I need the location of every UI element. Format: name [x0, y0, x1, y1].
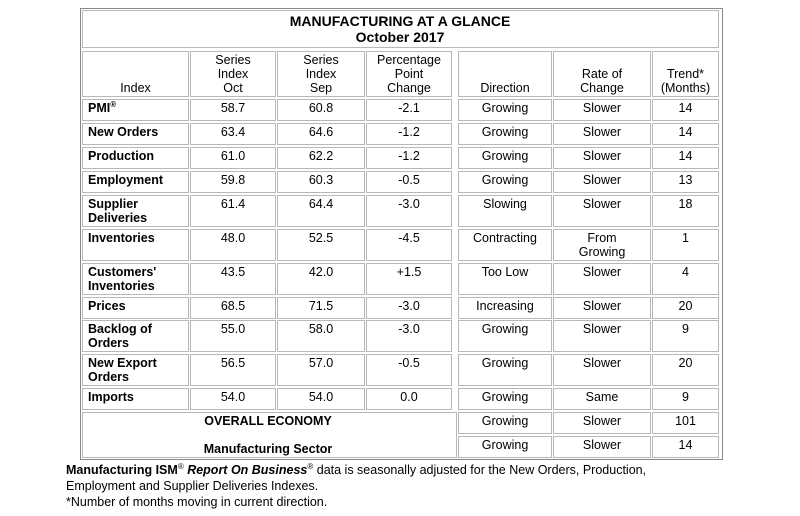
row-direction: Growing: [481, 149, 529, 163]
row-rate: Same: [585, 390, 619, 404]
row-name: Inventories: [88, 231, 155, 245]
row-sep-value: 62.2: [308, 149, 334, 163]
row-name: Customers': [88, 265, 157, 279]
row-direction: Contracting: [473, 231, 537, 245]
row-rate: Slower: [582, 101, 622, 115]
footnote-ism: Manufacturing ISM: [66, 463, 178, 477]
header-change: Point: [394, 67, 424, 81]
row-oct-value: 58.7: [220, 101, 246, 115]
row-rate: Slower: [582, 149, 622, 163]
row-change-value: -3.0: [398, 197, 420, 211]
summary-trend: 101: [675, 414, 696, 428]
row-name: Backlog of: [88, 322, 152, 336]
row-trend: 14: [678, 125, 693, 139]
registered-mark: ®: [110, 99, 117, 109]
footnote-rest: data is seasonally adjusted for the New Orders, Production,: [313, 463, 647, 477]
row-rate: Slower: [582, 299, 622, 313]
row-oct-value: 63.4: [220, 125, 246, 139]
row-direction: Growing: [481, 356, 529, 370]
row-sep-value: 60.8: [308, 101, 334, 115]
row-name: New Export: [88, 356, 157, 370]
row-direction: Slowing: [483, 197, 527, 211]
row-change-value: +1.5: [396, 265, 422, 279]
header-trend: (Months): [660, 81, 711, 95]
row-oct-value: 43.5: [220, 265, 246, 279]
row-name: Production: [88, 149, 154, 163]
row-change-value: 0.0: [400, 390, 418, 404]
row-trend: 20: [678, 356, 693, 370]
row-trend: 14: [678, 101, 693, 115]
row-name: Employment: [88, 173, 164, 187]
header-index: Index: [120, 81, 151, 95]
row-name: Prices: [88, 299, 126, 313]
row-name: PMI®: [88, 99, 117, 115]
footnote-rob: Report On Business: [183, 463, 308, 477]
header-rate: Rate of: [581, 67, 623, 81]
row-name: Orders: [88, 336, 129, 350]
row-trend: 9: [682, 322, 689, 336]
row-rate: Slower: [582, 197, 622, 211]
row-name: Inventories: [88, 279, 155, 293]
row-direction: Growing: [481, 101, 529, 115]
row-oct-value: 59.8: [220, 173, 246, 187]
row-change-value: -1.2: [398, 149, 420, 163]
footnote-reg: ®: [177, 461, 184, 471]
summary-rate: Slower: [582, 438, 622, 452]
summary-manufacturing-label: Manufacturing Sector: [203, 442, 333, 456]
row-change-value: -2.1: [398, 101, 420, 115]
header-oct: Series: [215, 53, 251, 67]
row-rate: Slower: [582, 125, 622, 139]
row-trend: 20: [678, 299, 693, 313]
table-period: October 2017: [355, 29, 445, 45]
footnote-line-3: *Number of months moving in current direction.: [66, 495, 328, 509]
summary-direction: Growing: [481, 438, 529, 452]
footnote-line-2: Employment and Supplier Deliveries Indexes.: [66, 479, 319, 493]
row-sep-value: 54.0: [308, 390, 334, 404]
row-trend: 9: [682, 390, 689, 404]
summary-direction: Growing: [481, 414, 529, 428]
header-sep: Sep: [309, 81, 333, 95]
row-name: Orders: [88, 370, 129, 384]
row-oct-value: 61.4: [220, 197, 246, 211]
row-change-value: -0.5: [398, 356, 420, 370]
summary-trend: 14: [678, 438, 693, 452]
header-oct: Index: [217, 67, 249, 81]
summary-rate: Slower: [582, 414, 622, 428]
header-trend: Trend*: [666, 67, 705, 81]
row-direction: Increasing: [476, 299, 534, 313]
row-name: New Orders: [88, 125, 159, 139]
row-oct-value: 48.0: [220, 231, 246, 245]
header-oct: Oct: [223, 81, 243, 95]
header-change: Percentage: [377, 53, 441, 67]
summary-overall-label: OVERALL ECONOMY: [204, 414, 332, 428]
row-name: Imports: [88, 390, 134, 404]
row-rate: Growing: [578, 245, 626, 259]
footnote: [66, 462, 766, 510]
row-trend: 1: [682, 231, 689, 245]
row-oct-value: 54.0: [220, 390, 246, 404]
row-rate: Slower: [582, 173, 622, 187]
row-direction: Growing: [481, 125, 529, 139]
row-direction: Too Low: [481, 265, 529, 279]
row-sep-value: 71.5: [308, 299, 334, 313]
row-name: Supplier: [88, 197, 139, 211]
row-oct-value: 68.5: [220, 299, 246, 313]
row-change-value: -3.0: [398, 322, 420, 336]
header-sep: Index: [305, 67, 337, 81]
row-rate: Slower: [582, 356, 622, 370]
row-trend: 4: [682, 265, 689, 279]
row-oct-value: 61.0: [220, 149, 246, 163]
row-sep-value: 57.0: [308, 356, 334, 370]
row-trend: 13: [678, 173, 693, 187]
row-direction: Growing: [481, 322, 529, 336]
row-sep-value: 60.3: [308, 173, 334, 187]
row-sep-value: 58.0: [308, 322, 334, 336]
row-trend: 14: [678, 149, 693, 163]
header-sep: Series: [303, 53, 339, 67]
header-rate: Change: [580, 81, 624, 95]
row-trend: 18: [678, 197, 693, 211]
footnote-reg-2: ®: [307, 461, 314, 471]
row-direction: Growing: [481, 173, 529, 187]
row-name: Deliveries: [88, 211, 148, 225]
row-change-value: -3.0: [398, 299, 420, 313]
row-change-value: -0.5: [398, 173, 420, 187]
row-sep-value: 42.0: [308, 265, 334, 279]
row-rate: From: [587, 231, 617, 245]
row-change-value: -4.5: [398, 231, 420, 245]
row-change-value: -1.2: [398, 125, 420, 139]
table-title: MANUFACTURING AT A GLANCE: [289, 13, 511, 29]
row-oct-value: 55.0: [220, 322, 246, 336]
row-sep-value: 52.5: [308, 231, 334, 245]
row-rate: Slower: [582, 322, 622, 336]
header-change: Change: [387, 81, 431, 95]
row-oct-value: 56.5: [220, 356, 246, 370]
row-direction: Growing: [481, 390, 529, 404]
row-sep-value: 64.6: [308, 125, 334, 139]
footnote-line-1: [66, 462, 766, 478]
row-sep-value: 64.4: [308, 197, 334, 211]
header-direction: Direction: [480, 81, 530, 95]
row-rate: Slower: [582, 265, 622, 279]
